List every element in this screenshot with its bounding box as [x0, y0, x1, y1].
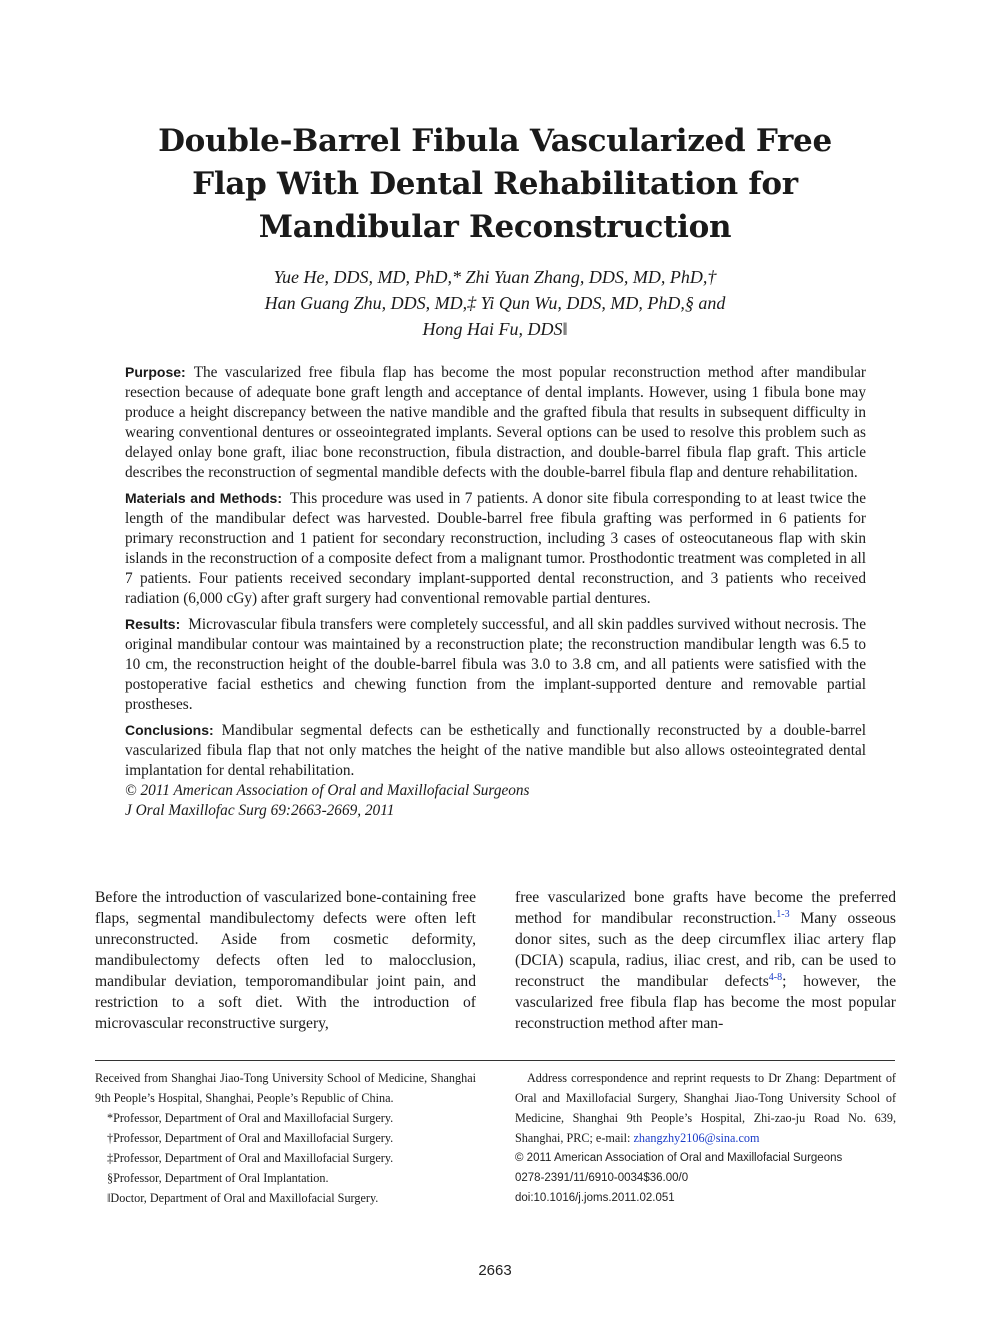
issn-code: 0278-2391/11/6910-0034$36.00/0: [515, 1172, 689, 1184]
author-line: Hong Hai Fu, DDS‖: [422, 319, 568, 339]
title-line: Flap With Dental Rehabilitation for: [192, 166, 798, 202]
email-link[interactable]: zhangzhy2106@sina.com: [633, 1131, 760, 1145]
abstract-results: [125, 614, 866, 715]
title-line: Mandibular Reconstruction: [258, 209, 732, 245]
correspondence-text: Address correspondence and reprint requests to Dr Zhang: Department of Oral and Maxillofacial Surgery, Shanghai Jiao-Tong University School of Medicine, Shanghai 9th People’s Hospital, Zhi-zao-ju Road No. 639, Shanghai, PRC; e-mail:: [515, 1071, 896, 1145]
conclusions-label: Conclusions:: [125, 722, 214, 738]
reference-link[interactable]: 1-3: [776, 908, 790, 920]
body-column-right: [515, 887, 896, 1034]
article-title: [95, 120, 895, 249]
results-label: Results:: [125, 616, 181, 632]
title-line: Double-Barrel Fibula Vascularized Free: [158, 123, 832, 159]
abstract-purpose: [125, 362, 866, 483]
conclusions-text: Mandibular segmental defects can be esthetically and functionally reconstructed by a double-barrel vascularized fibula flap that not only matches the height of the native mandible but also allows osteointegrated dental implantation for dental rehabilitation.: [125, 722, 866, 779]
results-text: Microvascular fibula transfers were completely successful, and all skin paddles survived without necrosis. The original mandibular contour was maintained by a reconstruction plate; the reconstruction mandibular length was 6.5 to 10 cm, the reconstruction height of the double-barrel fibula was 3.0 to 3.8 cm, and all patients were satisfied with the postoperative facial esthetics and chewing function from the implant-supported denture and removable partial prostheses.: [125, 616, 866, 713]
affiliation-note: §Professor, Department of Oral Implantation.: [107, 1171, 329, 1185]
author-line: Yue He, DDS, MD, PhD,* Zhi Yuan Zhang, DDS, MD, PhD,†: [273, 267, 717, 287]
affiliation-note: ‖Doctor, Department of Oral and Maxillofacial Surgery.: [107, 1191, 379, 1205]
footnote-copyright: © 2011 American Association of Oral and Maxillofacial Surgeons: [515, 1152, 843, 1164]
abstract: [125, 362, 866, 821]
purpose-label: Purpose:: [125, 364, 186, 380]
methods-text: This procedure was used in 7 patients. A donor site fibula corresponding to at least twice the length of the mandibular defect was harvested. Double-barrel free fibula grafting was performed in 6 patients for primary reconstruction and 1 patient for secondary reconstruction, including 3 cases of osteocutaneous flap with skin islands in the reconstruction of a composite defect from a malignant tumor. Prosthodontic treatment was completed in all 7 patients. Four patients received secondary implant-supported dental reconstruction, and 3 patients who received radiation (6,000 cGy) after graft surgery had conventional removable partial dentures.: [125, 490, 866, 607]
page-number: 2663: [478, 1262, 512, 1279]
abstract-conclusions: [125, 720, 866, 781]
received-note: Received from Shanghai Jiao-Tong University School of Medicine, Shanghai 9th People’s Hospital, Shanghai, People’s Republic of China.: [95, 1071, 476, 1105]
doi-link[interactable]: doi:10.1016/j.joms.2011.02.051: [515, 1192, 675, 1204]
abstract-copyright: © 2011 American Association of Oral and Maxillofacial Surgeons: [125, 782, 530, 799]
body-paragraph: Before the introduction of vascularized bone-containing free flaps, segmental mandibulectomy defects were often left unreconstructed. Aside from cosmetic deformity, mandibulectomy defects often led to malocclusion, mandibular deviation, temporomandibular joint pain, and restriction to a soft diet. With the introduction of microvascular reconstructive surgery,: [95, 889, 476, 1032]
journal-citation: J Oral Maxillofac Surg 69:2663-2669, 2011: [125, 802, 395, 819]
body-text: Many osseous donor sites, such as the deep circumflex iliac artery flap (DCIA) scapula, radius, iliac crest, and rib, can be used to reconstruct the mandibular defects: [515, 910, 896, 990]
affiliation-note: *Professor, Department of Oral and Maxillofacial Surgery.: [107, 1111, 394, 1125]
abstract-methods: [125, 488, 866, 609]
author-list: [95, 264, 895, 342]
body-text: ; however, the vascularized free fibula flap has become the most popular reconstruction method after man-: [515, 973, 896, 1032]
body-text: free vascularized bone grafts have become the preferred method for mandibular reconstruction.: [515, 889, 896, 927]
footnotes-left: [95, 1068, 476, 1208]
body-column-left: [95, 887, 476, 1034]
footnotes-right: [515, 1068, 896, 1208]
body-paragraph: [515, 887, 896, 1034]
affiliation-note: ‡Professor, Department of Oral and Maxillofacial Surgery.: [107, 1151, 394, 1165]
methods-label: Materials and Methods:: [125, 490, 283, 506]
footnote-divider: [95, 1060, 895, 1061]
correspondence-note: [515, 1068, 896, 1148]
purpose-text: The vascularized free fibula flap has become the most popular reconstruction method after mandibular resection because of adequate bone graft length and acceptance of dental implants. However, using 1 fibula bone may produce a height discrepancy between the native mandible and the grafted fibula that results in subsequent difficulty in wearing conventional dentures or osseointegrated implants. Several options can be used to resolve this problem such as delayed onlay bone graft, iliac bone reconstruction, fibula distraction, and double-barrel fibula flap graft. This article describes the reconstruction of segmental mandible defects with the double-barrel fibula flap and denture rehabilitation.: [125, 364, 866, 481]
affiliation-note: †Professor, Department of Oral and Maxillofacial Surgery.: [107, 1131, 394, 1145]
reference-link[interactable]: 4-8: [768, 971, 783, 983]
author-line: Han Guang Zhu, DDS, MD,‡ Yi Qun Wu, DDS, MD, PhD,§ and: [264, 293, 726, 313]
